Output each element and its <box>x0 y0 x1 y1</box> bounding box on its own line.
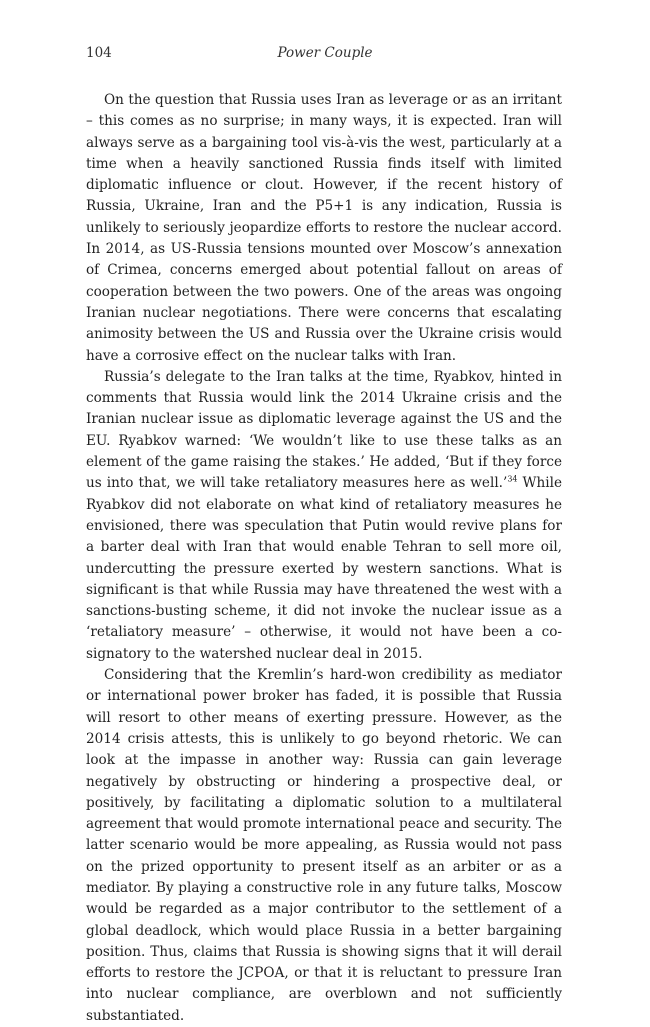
paragraph-2-text-after-note: While Ryabkov did not elaborate on what kind of retaliatory measures he envisioned, there was speculation that Putin would revive plans for a barter deal with Iran that would enable Tehran to sell more oil, undercutting the pressure exerted by western sanctions. What is significant is that while Russia may have threatened the west with a sanctions-busting scheme, it did not invoke the nuclear issue as a ‘retaliatory measure’ – otherwise, it would not have been a co-signatory to the watershed nuclear deal in 2015. <box>86 475 562 662</box>
paragraph-3: Considering that the Kremlin’s hard-won credibility as mediator or international power broker has faded, it is possible that Russia will resort to other means of exerting pressure. However, as the 2014 crisis attests, this is unlikely to go beyond rhetoric. We can look at the impasse in another way: Russia can gain leverage negatively by obstructing or hindering a prospective deal, or positively, by facilitating a diplomatic solution to a multilateral agreement that would promote international peace and security. The latter scenario would be more appealing, as Russia would not pass on the prized opportunity to present itself as an arbiter or as a mediator. By playing a constructive role in any future talks, Moscow would be regarded as a major contributor to the settlement of a global deadlock, which would place Russia in a better bargaining position. Thus, claims that Russia is showing signs that it will derail efforts to restore the JCPOA, or that it is reluctant to pressure Iran into nuclear compliance, are overblown and not sufficiently substantiated. <box>86 667 562 1024</box>
paragraph-1: On the question that Russia uses Iran as leverage or as an irritant – this comes as no surprise; in many ways, it is expected. Iran will always serve as a bargaining tool vis-à-vis the west, particularly at a time when a heavily sanctioned Russia finds itself with limited diplomatic influence or clout. However, if the recent history of Russia, Ukraine, Iran and the P5+1 is any indication, Russia is unlikely to seriously jeopardize efforts to restore the nuclear accord. In 2014, as US-Russia tensions mounted over Moscow’s annexation of Crimea, concerns emerged about potential fallout on areas of cooperation between the two powers. One of the areas was ongoing Iranian nuclear negotiations. There were concerns that escalating animosity between the US and Russia over the Ukraine crisis would have a corrosive effect on the nuclear talks with Iran. <box>86 92 562 364</box>
body-text <box>86 90 562 1027</box>
running-title: Power Couple <box>277 45 373 61</box>
paragraph-2-text-before-note: Russia’s delegate to the Iran talks at the time, Ryabkov, hinted in comments that Russia would link the 2014 Ukraine crisis and the Iranian nuclear issue as diplomatic leverage against the US and the EU. Ryabkov warned: ‘We wouldn’t like to use these talks as an element of the game raising the stakes.’ He added, ‘But if they force us into that, we will take retaliatory measures here as well.’ <box>86 368 562 492</box>
page-number: 104 <box>86 45 112 61</box>
paragraph-2 <box>86 367 562 665</box>
footnote-reference[interactable]: 34 <box>507 474 518 484</box>
page-header <box>86 45 564 65</box>
